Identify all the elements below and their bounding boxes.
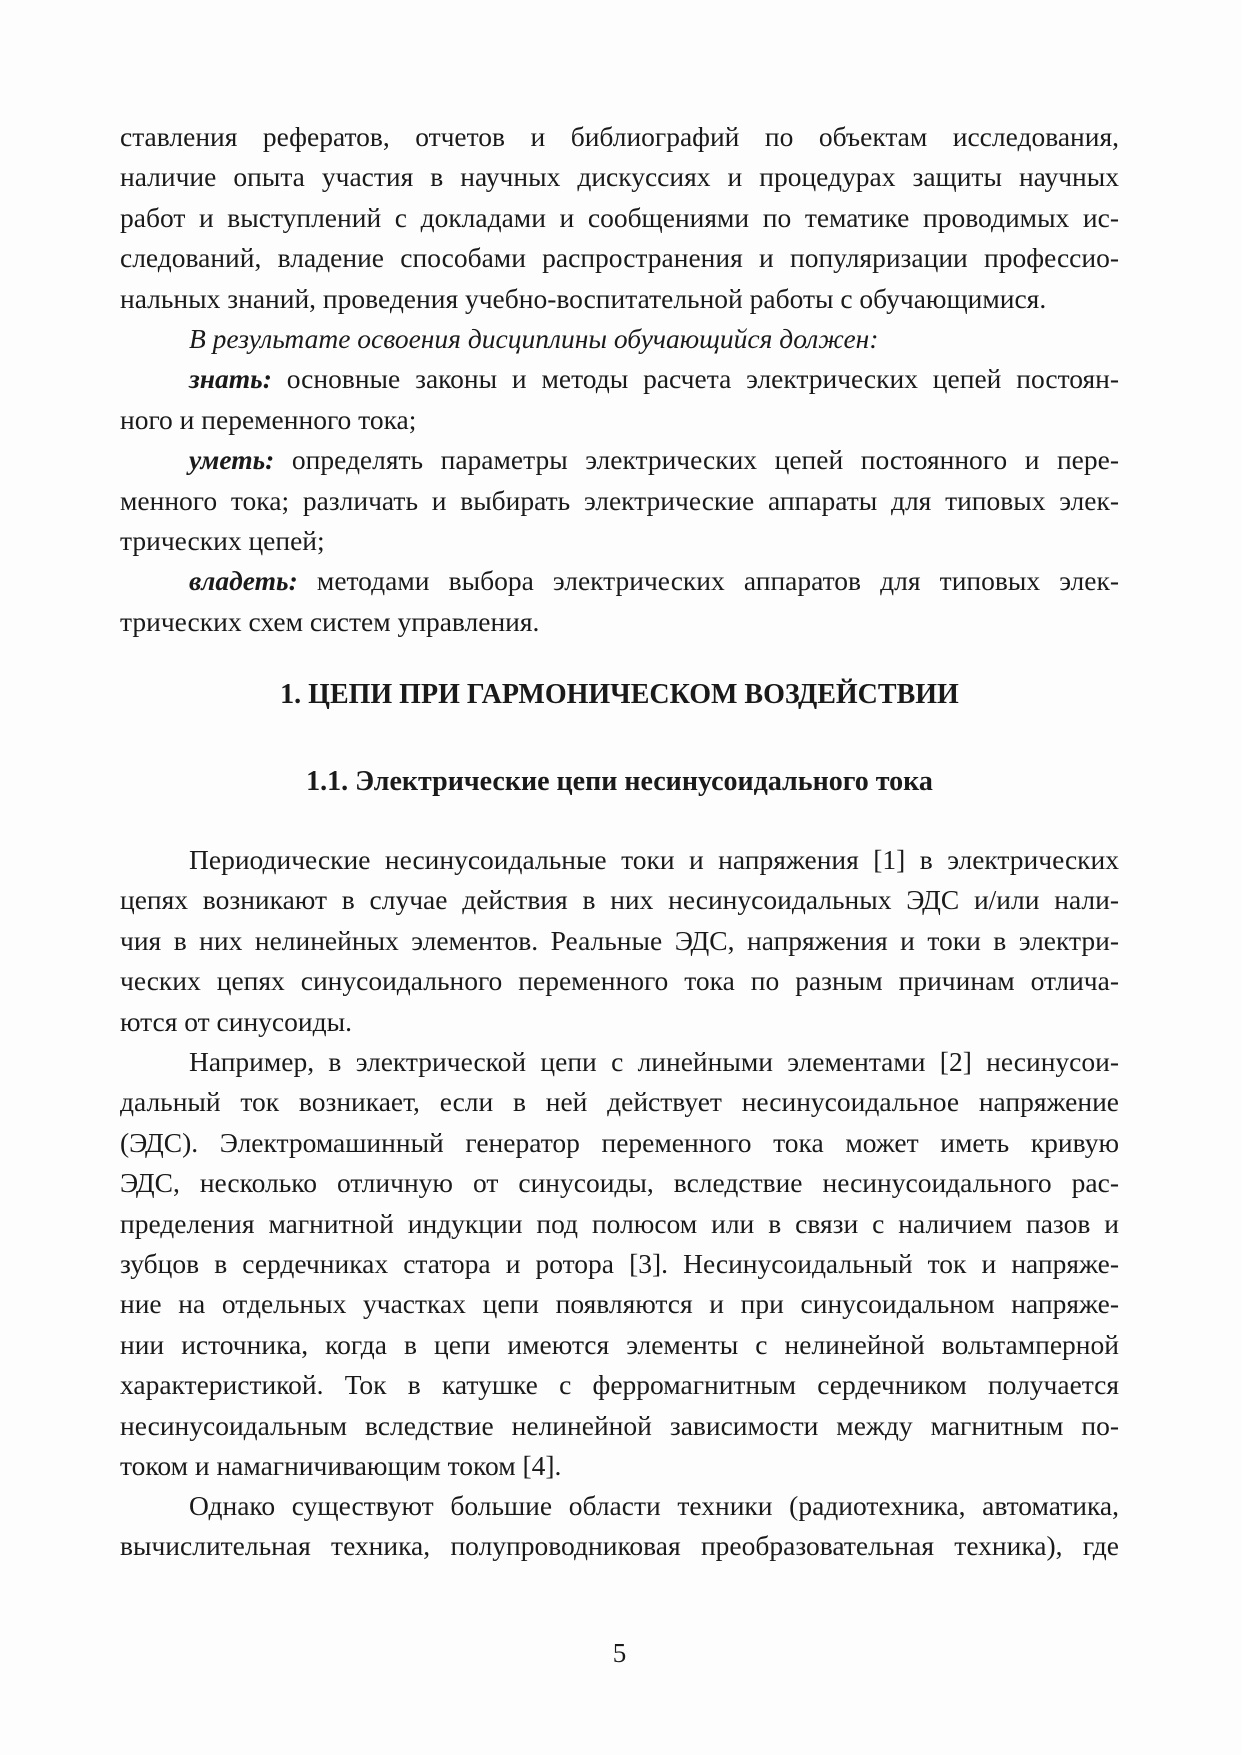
text-line: следований, владение способами распространения и популяризации профессио- xyxy=(120,242,1119,274)
text-line: ставления рефератов, отчетов и библиографий по объектам исследования, xyxy=(120,121,1119,152)
know-term: знать: xyxy=(189,363,272,395)
body-paragraph-1 xyxy=(120,840,1119,1042)
text-line: Например, в электрической цепи с линейными элементами [2] несинусои- xyxy=(189,1046,1119,1077)
text-line: характеристикой. Ток в катушке с ферромагнитным сердечником получается xyxy=(120,1369,1119,1401)
text-line: ческих цепях синусоидального переменного тока по разным причинам отлича- xyxy=(120,965,1119,997)
text-line: ЭДС, несколько отличную от синусоиды, вследствие несинусоидального рас- xyxy=(120,1167,1119,1199)
page-number: 5 xyxy=(612,1638,627,1668)
outcomes-lead: В результате освоения дисциплины обучающийся должен: xyxy=(189,323,879,354)
body-paragraph-3 xyxy=(120,1486,1119,1567)
outcome-know xyxy=(120,359,1119,399)
outcome-own xyxy=(120,561,1119,601)
text-line: менного тока; различать и выбирать электрические аппараты для типовых элек- xyxy=(120,484,1119,516)
text-line: (ЭДС). Электромашинный генератор переменного тока может иметь кривую xyxy=(120,1126,1119,1158)
text-line: нии источника, когда в цепи имеются элементы с нелинейной вольтамперной xyxy=(120,1328,1119,1360)
can-term: уметь: xyxy=(189,444,275,476)
text-line: трических схем систем управления. xyxy=(120,605,540,637)
text-line: ного и переменного тока; xyxy=(120,403,417,435)
section-title: 1.1. Электрические цепи несинусоидального тока xyxy=(306,766,933,797)
text-line: вычислительная техника, полупроводниковая преобразовательная техника), где xyxy=(120,1530,1119,1562)
body-paragraph-2 xyxy=(120,1042,1119,1486)
text-line: током и намагничивающим током [4]. xyxy=(120,1449,562,1481)
text-line: работ и выступлений с докладами и сообщениями по тематике проводимых ис- xyxy=(120,201,1119,233)
text-line: нальных знаний, проведения учебно-воспитательной работы с обучающимися. xyxy=(120,282,1047,314)
text-line: наличие опыта участия в научных дискуссиях и процедурах защиты научных xyxy=(120,161,1119,193)
text-line: чия в них нелинейных элементов. Реальные ЭДС, напряжения и токи в электри- xyxy=(120,924,1119,956)
know-text: основные законы и методы расчета электрических цепей постоян- xyxy=(271,363,1119,395)
intro-paragraph xyxy=(120,117,1119,319)
text-line: пределения магнитной индукции под полюсом или в связи с наличием пазов и xyxy=(120,1207,1119,1239)
outcome-can xyxy=(120,440,1119,480)
chapter-title: 1. ЦЕПИ ПРИ ГАРМОНИЧЕСКОМ ВОЗДЕЙСТВИИ xyxy=(280,679,959,710)
text-line: цепях возникают в случае действия в них несинусоидальных ЭДС и/или нали- xyxy=(120,884,1119,916)
text-line: Периодические несинусоидальные токи и напряжения [1] в электрических xyxy=(189,844,1119,875)
own-text: методами выбора электрических аппаратов для типовых элек- xyxy=(297,565,1119,597)
text-line: зубцов в сердечниках статора и ротора [3]. Несинусоидальный ток и напряже- xyxy=(120,1247,1119,1279)
text-line: несинусоидальным вследствие нелинейной зависимости между магнитным по- xyxy=(120,1409,1119,1441)
text-line: дальный ток возникает, если в ней действует несинусоидальное напряжение xyxy=(120,1086,1119,1118)
text-line: ются от синусоиды. xyxy=(120,1005,352,1037)
own-term: владеть: xyxy=(189,565,298,597)
text-line: Однако существуют большие области техники (радиотехника, автоматика, xyxy=(189,1490,1119,1521)
learning-outcomes xyxy=(120,319,1119,642)
text-line: трических цепей; xyxy=(120,524,325,556)
text-line: ние на отдельных участках цепи появляются и при синусоидальном напряже- xyxy=(120,1288,1119,1320)
can-text: определять параметры электрических цепей постоянного и пере- xyxy=(274,444,1119,476)
